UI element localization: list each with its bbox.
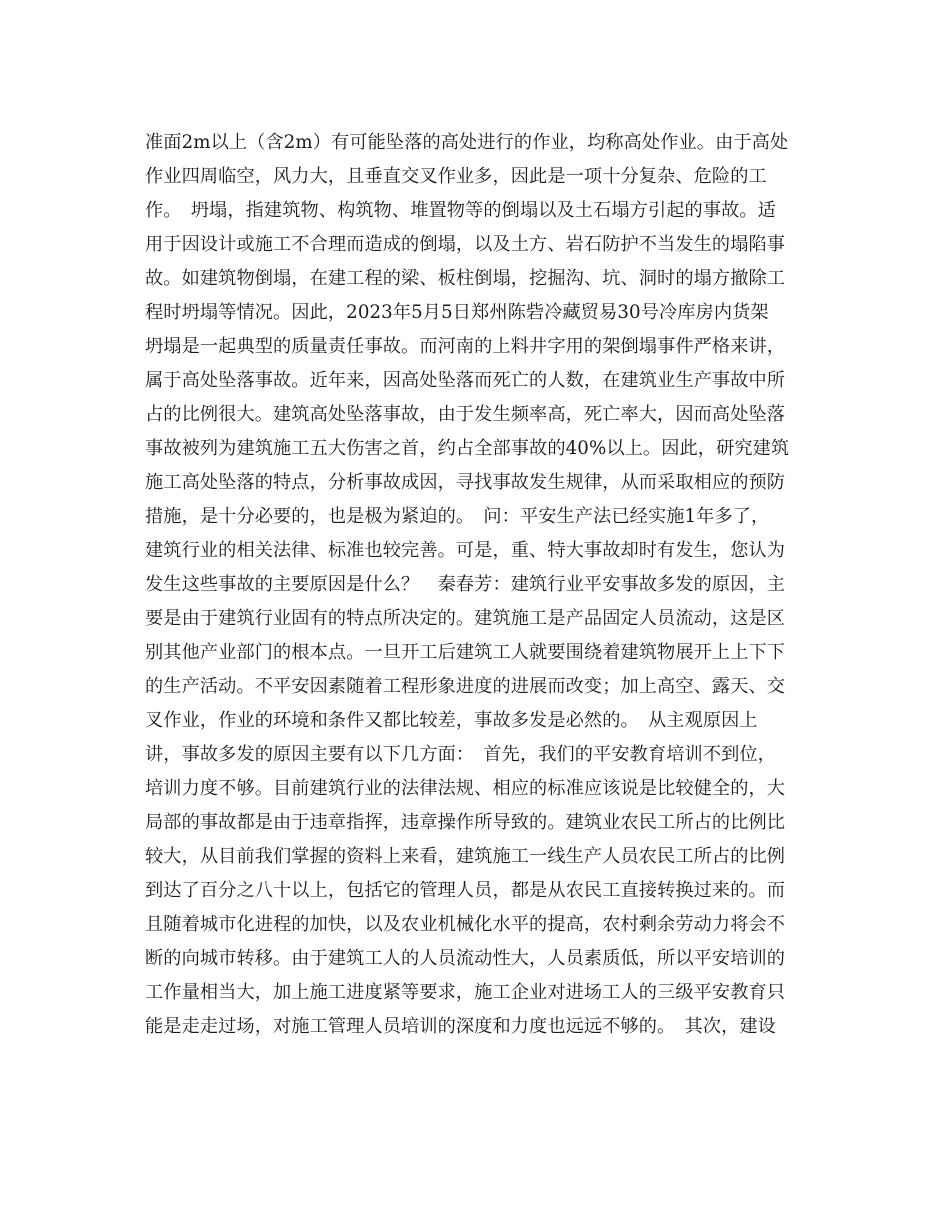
- text-line: 施工高处坠落的特点，分析事故成因，寻找事故发生规律，从而采取相应的预防: [145, 472, 786, 493]
- text-line: 到达了百分之八十以上，包括它的管理人员，都是从农民工直接转换过来的。而: [145, 880, 786, 901]
- text-line: 能是走走过场，对施工管理人员培训的深度和力度也远远不够的。 其次，建设: [145, 1016, 776, 1037]
- text-line: 培训力度不够。目前建筑行业的法律法规、相应的标准应该说是比较健全的，大: [145, 778, 786, 799]
- text-line: 发生这些事故的主要原因是什么？ 秦春芳：建筑行业平安事故多发的原因，主: [145, 574, 786, 595]
- text-line: 讲，事故多发的原因主要有以下几方面： 首先，我们的平安教育培训不到位，: [145, 744, 776, 765]
- text-line: 作。 坍塌，指建筑物、构筑物、堆置物等的倒塌以及土石塌方引起的事故。适: [145, 200, 776, 221]
- text-line: 准面2m以上（含2m）有可能坠落的高处进行的作业，均称高处作业。由于高处: [145, 132, 789, 153]
- text-line: 断的向城市转移。由于建筑工人的人员流动性大，人员素质低，所以平安培训的: [145, 948, 786, 969]
- text-line: 叉作业，作业的环境和条件又都比较差，事故多发是必然的。 从主观原因上: [145, 710, 758, 731]
- text-line: 工作量相当大，加上施工进度紧等要求，施工企业对进场工人的三级平安教育只: [145, 982, 786, 1003]
- text-line: 属于高处坠落事故。近年来，因高处坠落而死亡的人数，在建筑业生产事故中所: [145, 370, 786, 391]
- text-line: 事故被列为建筑施工五大伤害之首，约占全部事故的40%以上。因此，研究建筑: [145, 438, 790, 459]
- text-line: 的生产活动。不平安因素随着工程形象进度的进展而改变；加上高空、露天、交: [145, 676, 786, 697]
- text-line: 程时坍塌等情况。因此，2023年5月5日郑州陈砦冷藏贸易30号冷库房内货架: [145, 302, 769, 323]
- text-line: 坍塌是一起典型的质量责任事故。而河南的上料井字用的架倒塌事件严格来讲，: [145, 336, 786, 357]
- text-line: 建筑行业的相关法律、标准也较完善。可是，重、特大事故却时有发生，您认为: [145, 540, 786, 561]
- text-line: 别其他产业部门的根本点。一旦开工后建筑工人就要围绕着建筑物展开上上下下: [145, 642, 786, 663]
- text-line: 作业四周临空，风力大，且垂直交叉作业多，因此是一项十分复杂、危险的工: [145, 166, 767, 187]
- text-line: 且随着城市化进程的加快，以及农业机械化水平的提高，农村剩余劳动力将会不: [145, 914, 786, 935]
- text-line: 故。如建筑物倒塌，在建工程的梁、板柱倒塌，挖掘沟、坑、洞时的塌方撤除工: [145, 268, 786, 289]
- text-line: 措施，是十分必要的，也是极为紧迫的。 问：平安生产法已经实施1年多了，: [145, 506, 770, 527]
- text-line: 要是由于建筑行业固有的特点所决定的。建筑施工是产品固定人员流动，这是区: [145, 608, 786, 629]
- text-line: 较大，从目前我们掌握的资料上来看，建筑施工一线生产人员农民工所占的比例: [145, 846, 786, 867]
- text-line: 局部的事故都是由于违章指挥，违章操作所导致的。建筑业农民工所占的比例比: [145, 812, 786, 833]
- text-line: 用于因设计或施工不合理而造成的倒塌，以及土方、岩石防护不当发生的塌陷事: [145, 234, 786, 255]
- text-line: 占的比例很大。建筑高处坠落事故，由于发生频率高，死亡率大，因而高处坠落: [145, 404, 786, 425]
